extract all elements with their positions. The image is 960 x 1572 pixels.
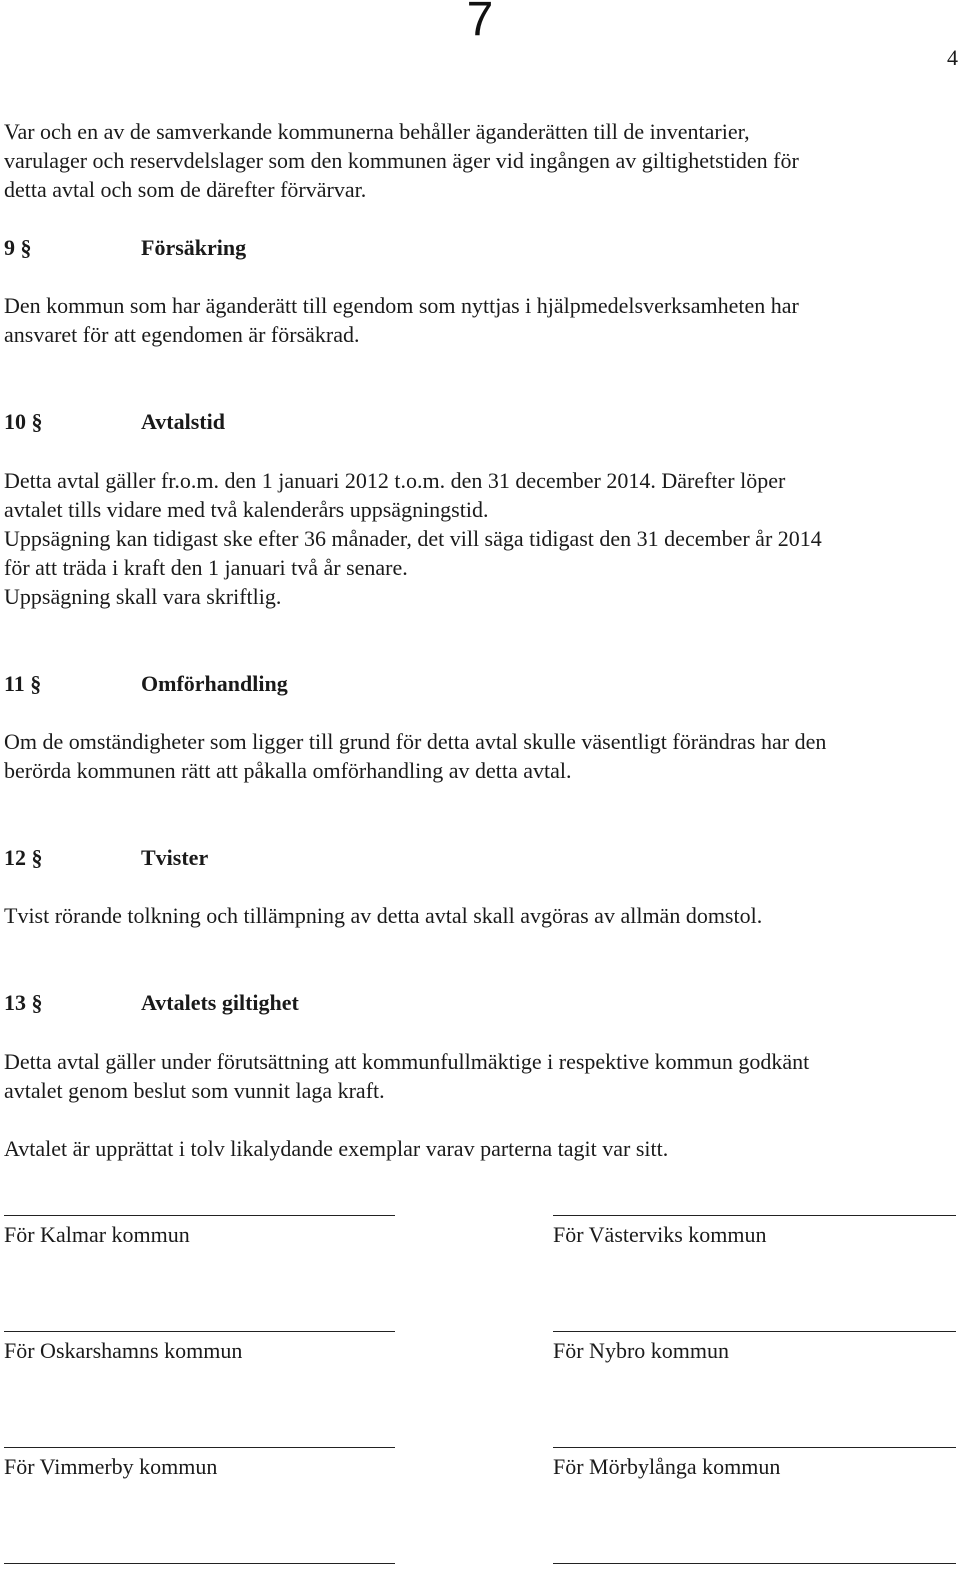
signature-line <box>4 1331 395 1332</box>
section-heading-10 <box>4 407 225 437</box>
signature-label-morbylanga: För Mörbylånga kommun <box>553 1454 781 1479</box>
section-title: Försäkring <box>141 235 247 260</box>
section-heading-9 <box>4 233 247 263</box>
signature-line <box>553 1447 956 1448</box>
section-body-12: Tvist rörande tolkning och tillämpning av detta avtal skall avgöras av allmän domstol. <box>4 903 763 928</box>
page-number: 4 <box>947 45 958 70</box>
section-title: Avtalets giltighet <box>141 990 299 1015</box>
signature-line <box>553 1331 956 1332</box>
section-number: 11 § <box>4 671 42 696</box>
signature-line <box>4 1215 395 1216</box>
section-title: Avtalstid <box>141 409 225 434</box>
section-number: 9 § <box>4 235 32 260</box>
closing-paragraph: Avtalet är upprättat i tolv likalydande exemplar varav parterna tagit var sitt. <box>4 1136 669 1161</box>
section-number: 13 § <box>4 990 43 1015</box>
page-stamp: 7 <box>466 0 494 46</box>
section-number: 12 § <box>4 845 43 870</box>
signature-line <box>553 1215 956 1216</box>
signature-line <box>4 1447 395 1448</box>
section-heading-13 <box>4 988 299 1018</box>
signature-line <box>553 1563 956 1564</box>
signature-label-oskarshamn: För Oskarshamns kommun <box>4 1338 243 1363</box>
section-body-11: Om de omständigheter som ligger till grund för detta avtal skulle väsentligt förändras har den berörda kommunen rätt att påkalla omförhandling av detta avtal. <box>4 729 827 783</box>
section-body-10: Detta avtal gäller fr.o.m. den 1 januari 2012 t.o.m. den 31 december 2014. Därefter löper avtalet tills vidare med två kalenderårs uppsägningstid. Uppsägning kan tidigast ske efter 36 månader, det vill säga tidigast den 31 december år 2014 för att träda i kraft den 1 januari två år senare. Uppsägning skall vara skriftlig. <box>4 468 822 609</box>
section-number: 10 § <box>4 409 43 434</box>
section-heading-12 <box>4 843 209 873</box>
signature-label-nybro: För Nybro kommun <box>553 1338 729 1363</box>
section-body-9: Den kommun som har äganderätt till egendom som nyttjas i hjälpmedelsverksamheten har ansvaret för att egendomen är försäkrad. <box>4 293 799 347</box>
section-heading-11 <box>4 669 288 699</box>
intro-paragraph: Var och en av de samverkande kommunerna behåller äganderätten till de inventarier, varulager och reservdelslager som den kommunen äger vid ingången av giltighetstiden för detta avtal och som de därefter förvärvar. <box>4 119 799 202</box>
section-title: Omförhandling <box>141 671 288 696</box>
section-body-13: Detta avtal gäller under förutsättning att kommunfullmäktige i respektive kommun godkänt avtalet genom beslut som vunnit laga kraft. <box>4 1049 810 1103</box>
section-title: Tvister <box>141 845 209 870</box>
signature-label-vastervik: För Västerviks kommun <box>553 1222 767 1247</box>
signature-line <box>4 1563 395 1564</box>
signature-label-vimmerby: För Vimmerby kommun <box>4 1454 218 1479</box>
signature-label-kalmar: För Kalmar kommun <box>4 1222 190 1247</box>
